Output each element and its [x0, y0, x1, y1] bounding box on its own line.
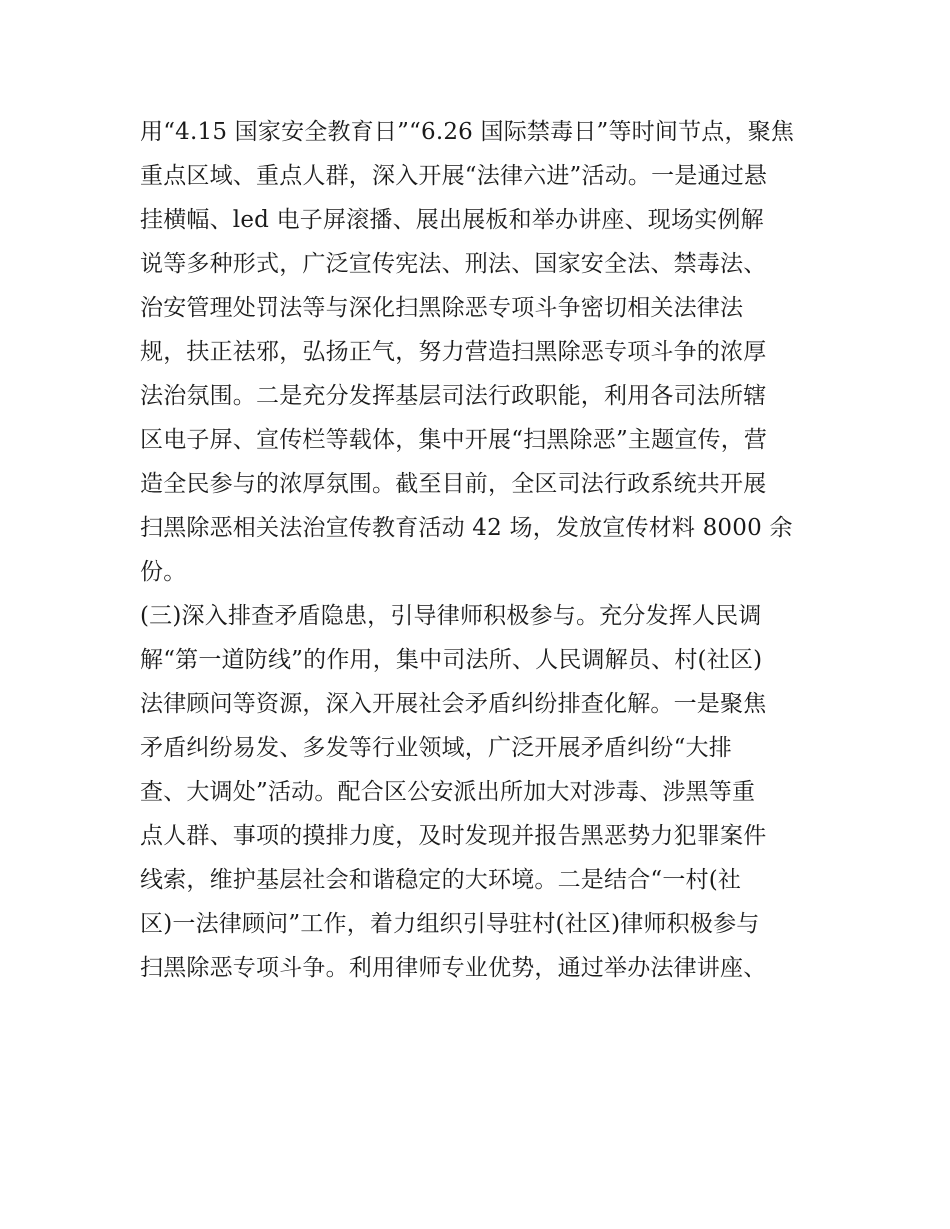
section-heading-line: (三)深入排查矛盾隐患，引导律师积极参与。充分发挥人民调	[140, 603, 762, 629]
text-line: 区电子屏、宣传栏等载体，集中开展“扫黑除恶”主题宣传，营	[140, 427, 768, 453]
text-line: 矛盾纠纷易发、多发等行业领域，广泛开展矛盾纠纷“大排	[140, 735, 732, 761]
text-line: 重点区域、重点人群，深入开展“法律六进”活动。一是通过悬	[140, 163, 768, 189]
text-line: 查、大调处”活动。配合区公安派出所加大对涉毒、涉黑等重	[140, 779, 756, 805]
text-line: 扫黑除恶相关法治宣传教育活动 42 场，发放宣传材料 8000 余	[140, 515, 793, 541]
text-line: 说等多种形式，广泛宣传宪法、刑法、国家安全法、禁毒法、	[140, 251, 767, 277]
text-line: 扫黑除恶专项斗争。利用律师专业优势，通过举办法律讲座、	[140, 955, 767, 981]
text-line: 法律顾问等资源，深入开展社会矛盾纠纷排查化解。一是聚焦	[140, 691, 767, 717]
text-line: 规，扶正祛邪，弘扬正气，努力营造扫黑除恶专项斗争的浓厚	[140, 339, 767, 365]
text-line: 用“4.15 国家安全教育日”“6.26 国际禁毒日”等时间节点，聚焦	[140, 119, 795, 145]
text-line: 挂横幅、led 电子屏滚播、展出展板和举办讲座、现场实例解	[140, 207, 764, 233]
text-line: 线索，维护基层社会和谐稳定的大环境。二是结合“一村(社	[140, 867, 742, 893]
text-line: 造全民参与的浓厚氛围。截至目前，全区司法行政系统共开展	[140, 471, 767, 497]
body-text	[140, 110, 820, 990]
text-line: 份。	[140, 559, 187, 585]
text-line: 区)一法律顾问”工作，着力组织引导驻村(社区)律师积极参与	[140, 911, 760, 937]
text-line: 治安管理处罚法等与深化扫黑除恶专项斗争密切相关法律法	[140, 295, 744, 321]
text-line: 点人群、事项的摸排力度，及时发现并报告黑恶势力犯罪案件	[140, 823, 767, 849]
text-line: 法治氛围。二是充分发挥基层司法行政职能，利用各司法所辖	[140, 383, 767, 409]
text-line: 解“第一道防线”的作用，集中司法所、人民调解员、村(社区)	[140, 647, 763, 673]
